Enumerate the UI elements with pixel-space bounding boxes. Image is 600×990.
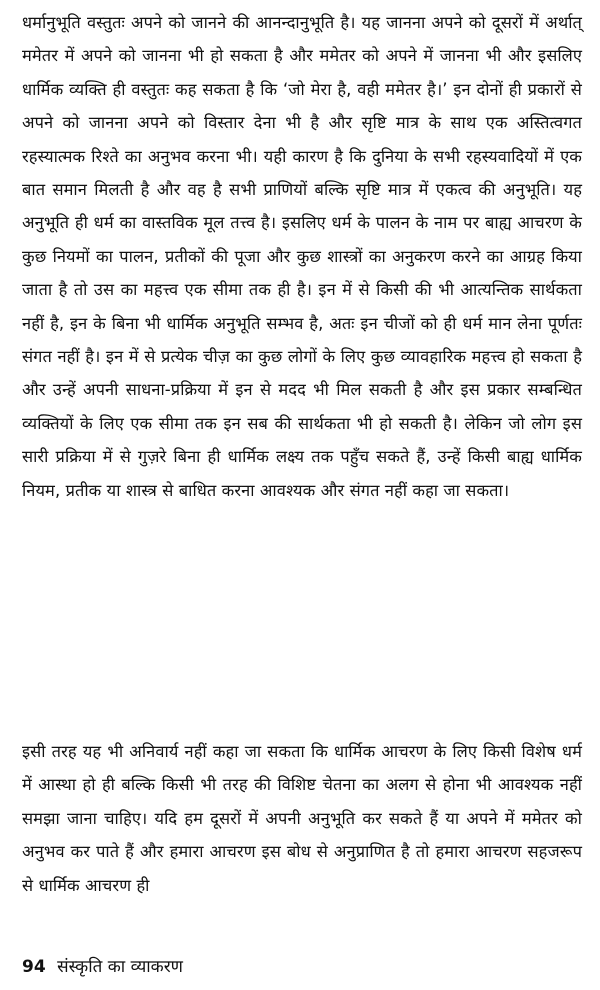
page-number: 94 (22, 957, 46, 977)
page-footer (22, 952, 183, 982)
body-paragraph-2: इसी तरह यह भी अनिवार्य नहीं कहा जा सकता कि धार्मिक आचरण के लिए किसी विशेष धर्म में आस्था हो ही बल्कि किसी भी तरह की विशिष्ट चेतना का अलग से होना भी आवश्यक नहीं समझा जाना चाहिए। यदि हम दूसरों में अपनी अनुभूति कर सकते हैं या अपने में ममेतर को अनुभव कर पाते हैं और हमारा आचरण इस बोध से अनुप्राणित है तो हमारा आचरण सहजरूप से धार्मिक आचरण ही (22, 742, 582, 895)
body-paragraph-1: धर्मानुभूति वस्तुतः अपने को जानने की आनन्दानुभूति है। यह जानना अपने को दूसरों में अर्थात् ममेतर में अपने को जानना भी हो सकता है और ममेतर को अपने में जानना भी और इसलिए धार्मिक व्यक्ति ही वस्तुतः कह सकता है कि ‘जो मेरा है, वही ममेतर है।’ इन दोनों ही प्रकारों से अपने को जानना अपने को विस्तार देना भी है और सृष्टि मात्र के साथ एक अस्तित्वगत रहस्यात्मक रिश्ते का अनुभव करना भी। यही कारण है कि दुनिया के सभी रहस्यवादियों में एक बात समान मिलती है और वह है सभी प्राणियों बल्कि सृष्टि मात्र में एकत्व की अनुभूति। यह अनुभूति ही धर्म का वास्तविक मूल तत्त्व है। इसलिए धर्म के पालन के नाम पर बाह्य आचरण के कुछ नियमों का पालन, प्रतीकों की पूजा और कुछ शास्त्रों का अनुकरण करने का आग्रह किया जाता है तो उस का महत्त्व एक सीमा तक ही है। इन में से किसी की भी आत्यन्तिक सार्थकता नहीं है, इन के बिना भी धार्मिक अनुभूति सम्भव है, अतः इन चीजों को ही धर्म मान लेना पूर्णतः संगत नहीं है। इन में से प्रत्येक चीज़ का कुछ लोगों के लिए कुछ व्यावहारिक महत्त्व हो सकता है और उन्हें अपनी साधना-प्रक्रिया में इन से मदद भी मिल सकती है और इस प्रकार सम्बन्धित व्यक्तियों के लिए एक सीमा तक इन सब की सार्थकता भी हो सकती है। लेकिन जो लोग इस सारी प्रक्रिया में से गुज़रे बिना ही धार्मिक लक्ष्य तक पहुँच सकते हैं, उन्हें किसी बाह्य धार्मिक नियम, प्रतीक या शास्त्र से बाधित करना आवश्यक और संगत नहीं कहा जा सकता। (22, 13, 582, 500)
running-title: संस्कृति का व्याकरण (57, 957, 183, 977)
